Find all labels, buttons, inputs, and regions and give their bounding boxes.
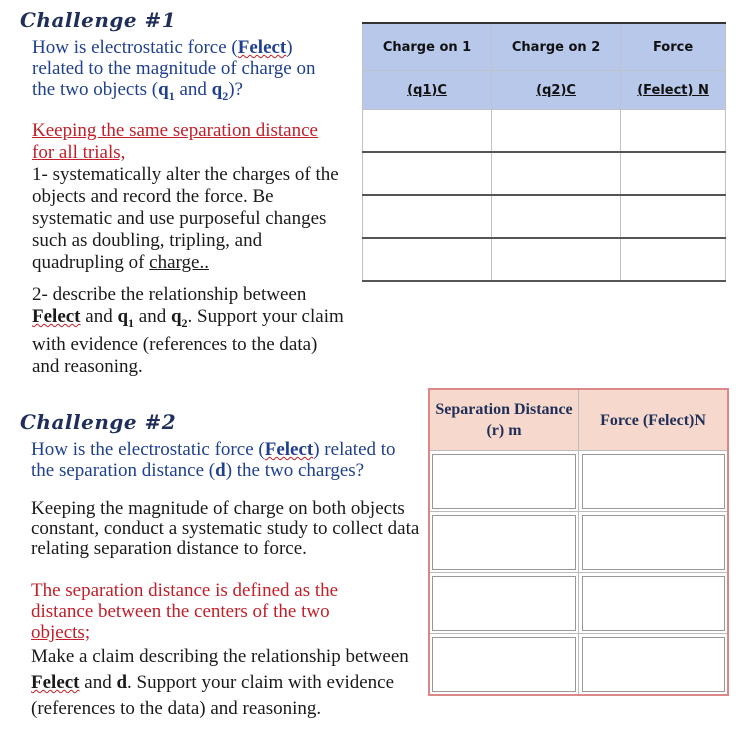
unit-q2: (q2)C	[492, 71, 621, 110]
challenge-2-title: Challenge #2	[20, 410, 177, 434]
challenge-2-definition: The separation distance is defined as the distance between the centers of the two objects;	[31, 580, 339, 643]
table-cell[interactable]	[492, 110, 621, 153]
table-cell[interactable]	[579, 634, 729, 696]
table-row	[429, 512, 728, 573]
table-cell[interactable]	[492, 152, 621, 195]
table-cell[interactable]	[492, 238, 621, 281]
unit-q1: (q1)C	[363, 71, 492, 110]
unit-force: (Felect) N	[621, 71, 726, 110]
table-cell[interactable]	[363, 195, 492, 238]
challenge-1-constraint: Keeping the same separation distance for all trials,	[32, 120, 318, 163]
table-cell[interactable]	[429, 451, 579, 512]
header-charge-1: Charge on 1	[363, 23, 492, 71]
table-cell[interactable]	[492, 195, 621, 238]
distance-force-table	[428, 388, 729, 696]
header-separation-distance: Separation Distance (r) m	[429, 389, 579, 451]
table-cell[interactable]	[363, 238, 492, 281]
table-cell[interactable]	[363, 152, 492, 195]
table-row	[363, 238, 726, 281]
table-row	[363, 152, 726, 195]
challenge-2-instructions: Keeping the magnitude of charge on both objects constant, conduct a systematic study to collect data relating separation distance to force.	[31, 498, 420, 559]
table-cell[interactable]	[363, 110, 492, 153]
challenge-2-claim: Make a claim describing the relationship between Felect and d. Support your claim with evidence (references to the data) and reasoning.	[31, 646, 409, 719]
table-row	[363, 195, 726, 238]
table-cell[interactable]	[621, 238, 726, 281]
charge-force-table	[362, 22, 726, 282]
table-cell[interactable]	[621, 195, 726, 238]
header-charge-2: Charge on 2	[492, 23, 621, 71]
challenge-1-step-1: 1- systematically alter the charges of the objects and record the force. Be systematic and use purposeful changes such as doubling, tripling, and quadrupling of charge..	[32, 164, 339, 273]
table-row	[363, 110, 726, 153]
challenge-1-step-2: 2- describe the relationship between Felect and $q_1$ and $q_2$. Support your claim with evidence (references to the data) and reasoning.	[32, 284, 344, 377]
table-row	[429, 573, 728, 634]
table-cell[interactable]	[429, 573, 579, 634]
table-cell[interactable]	[429, 512, 579, 573]
table-cell[interactable]	[579, 512, 729, 573]
challenge-1-question: How is electrostatic force (Felect) related to the magnitude of charge on the two objects ($q_1$ and $q_2$)?	[32, 37, 316, 103]
challenge-2-question: How is the electrostatic force (Felect) related to the separation distance (d) the two charges?	[31, 439, 396, 481]
challenge-1-title: Challenge #1	[20, 8, 177, 32]
table-cell[interactable]	[621, 152, 726, 195]
table-cell[interactable]	[579, 573, 729, 634]
table-cell[interactable]	[579, 451, 729, 512]
table-row	[429, 451, 728, 512]
table-cell[interactable]	[429, 634, 579, 696]
table-row	[429, 634, 728, 696]
header-force: Force	[621, 23, 726, 71]
table-cell[interactable]	[621, 110, 726, 153]
header-force: Force (Felect)N	[579, 389, 729, 451]
